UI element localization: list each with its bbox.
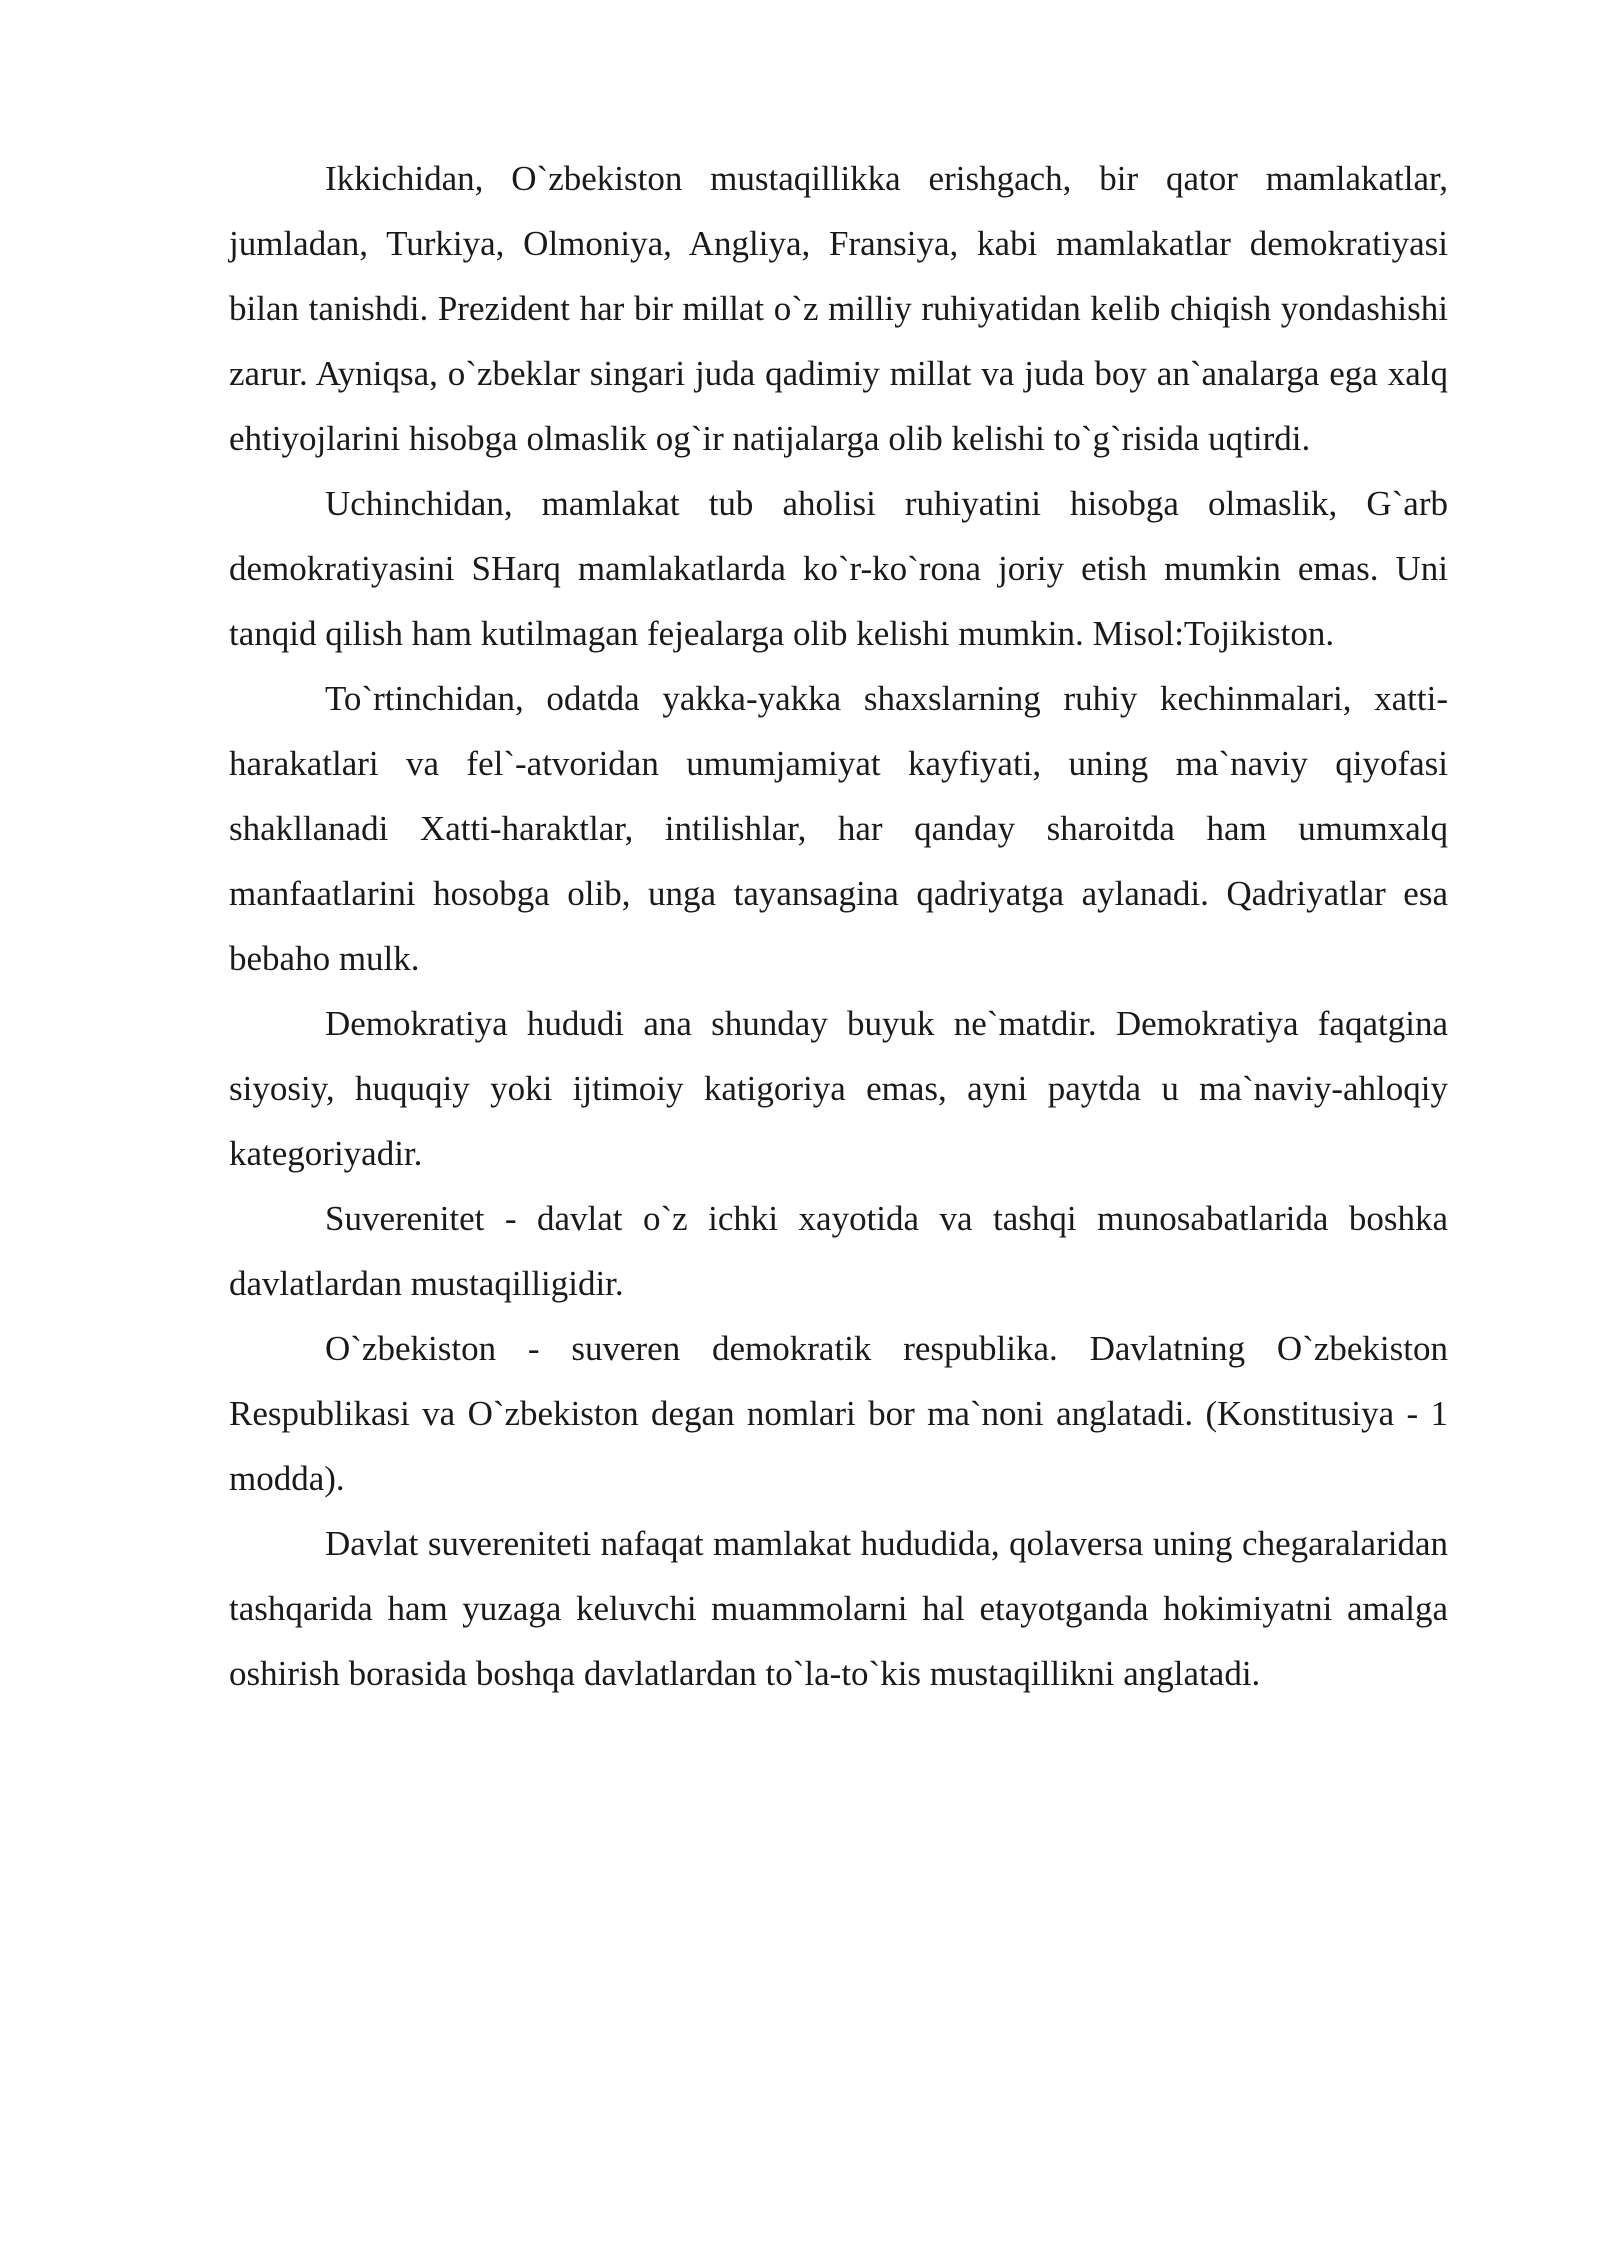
paragraph-6: O`zbekiston - suveren demokratik respublika. Davlatning O`zbekiston Respublikasi va O`zbekiston degan nomlari bor ma`noni anglatadi. (Konstitusiya - 1 modda). <box>229 1329 1448 1498</box>
paragraph-1: Ikkichidan, O`zbekiston mustaqillikka erishgach, bir qator mamlakatlar, jumladan, Turkiya, Olmoniya, Angliya, Fransiya, kabi mamlakatlar demokratiyasi bilan tanishdi. Prezident har bir millat o`z milliy ruhiyatidan kelib chiqish yondashishi zarur. Ayniqsa, o`zbeklar singari juda qadimiy millat va juda boy an`analarga ega xalq ehtiyojlarini hisobga olmaslik og`ir natijalarga olib kelishi to`g`risida uqtirdi. <box>229 159 1448 458</box>
document-body <box>229 146 1448 1706</box>
paragraph-2: Uchinchidan, mamlakat tub aholisi ruhiyatini hisobga olmaslik, G`arb demokratiyasini SHarq mamlakatlarda ko`r-ko`rona joriy etish mumkin emas. Uni tanqid qilish ham kutilmagan fejealarga olib kelishi mumkin. Misol:Tojikiston. <box>229 484 1448 653</box>
paragraph-4: Demokratiya hududi ana shunday buyuk ne`matdir. Demokratiya faqatgina siyosiy, huquqiy yoki ijtimoiy katigoriya emas, ayni paytda u ma`naviy-ahloqiy kategoriyadir. <box>229 1004 1448 1173</box>
paragraph-7: Davlat suvereniteti nafaqat mamlakat hududida, qolaversa uning chegaralaridan tashqarida ham yuzaga keluvchi muammolarni hal etayotganda hokimiyatni amalga oshirish borasida boshqa davlatlardan to`la-to`kis mustaqillikni anglatadi. <box>229 1524 1448 1693</box>
paragraph-5: Suverenitet - davlat o`z ichki xayotida va tashqi munosabatlarida boshka davlatlardan mustaqilligidir. <box>229 1199 1448 1303</box>
paragraph-3: To`rtinchidan, odatda yakka-yakka shaxslarning ruhiy kechinmalari, xatti-harakatlari va fel`-atvoridan umumjamiyat kayfiyati, uning ma`naviy qiyofasi shakllanadi Xatti-haraktlar, intilishlar, har qanday sharoitda ham umumxalq manfaatlarini hosobga olib, unga tayansagina qadriyatga aylanadi. Qadriyatlar esa bebaho mulk. <box>229 679 1448 978</box>
